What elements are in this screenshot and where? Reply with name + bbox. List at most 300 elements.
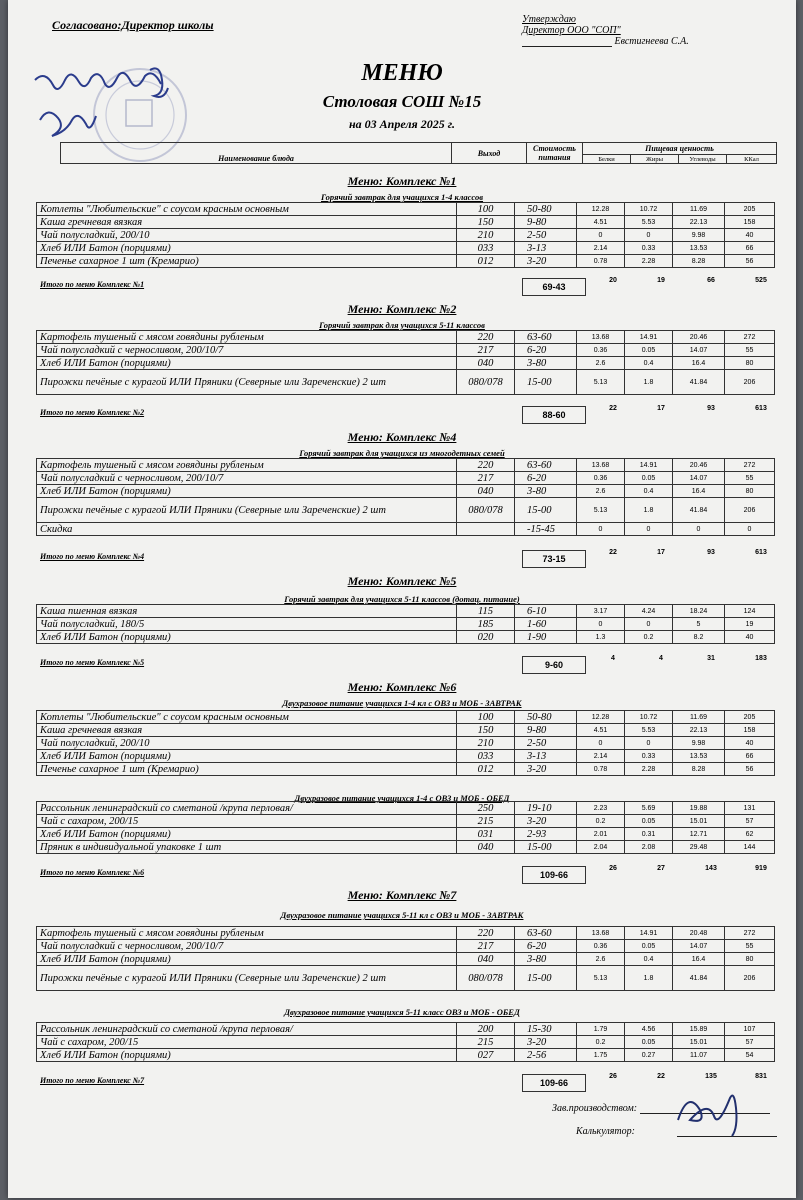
total-protein: 26 xyxy=(609,865,617,872)
dish-kcal: 54 xyxy=(725,1049,775,1062)
dish-cost: 6-20 xyxy=(515,344,577,357)
dish-cost: 2-50 xyxy=(515,229,577,242)
dish-fat: 0.05 xyxy=(625,940,673,953)
dish-name: Каша пшенная вязкая xyxy=(37,605,457,618)
dish-output: 215 xyxy=(457,1036,515,1049)
dish-fat: 5.53 xyxy=(625,216,673,229)
dish-name: Пряник в индивидуальной упаковке 1 шт xyxy=(37,841,457,854)
dish-cost: 6-20 xyxy=(515,940,577,953)
dish-output: 150 xyxy=(457,216,515,229)
dish-cost: -15-45 xyxy=(515,523,577,536)
table-row xyxy=(37,242,775,255)
dish-protein: 0 xyxy=(577,737,625,750)
dish-protein: 1.75 xyxy=(577,1049,625,1062)
total-label: Итого по меню Комплекс №6 xyxy=(40,868,145,877)
dish-cost: 3-80 xyxy=(515,953,577,966)
menu-table xyxy=(36,604,775,644)
total-cost: 109-66 xyxy=(522,866,586,884)
dish-fat: 0.4 xyxy=(625,953,673,966)
section-title: Двухразовое питание учащихся 1-4 кл с ОВЗ и МОБ - ЗАВТРАК xyxy=(282,698,522,708)
dish-output: 080/078 xyxy=(457,498,515,523)
dish-kcal: 272 xyxy=(725,927,775,940)
header-name: Наименование блюда xyxy=(61,143,452,164)
dish-fat: 0 xyxy=(625,618,673,631)
dish-output: 080/078 xyxy=(457,370,515,395)
total-protein: 26 xyxy=(609,1073,617,1080)
dish-carbs: 12.71 xyxy=(673,828,725,841)
dish-carbs: 22.13 xyxy=(673,724,725,737)
dish-kcal: 206 xyxy=(725,966,775,991)
dish-cost: 3-20 xyxy=(515,763,577,776)
table-row xyxy=(37,815,775,828)
dish-cost: 6-10 xyxy=(515,605,577,618)
dish-name: Хлеб ИЛИ Батон (порциями) xyxy=(37,953,457,966)
dish-cost: 3-20 xyxy=(515,815,577,828)
dish-cost: 63-60 xyxy=(515,459,577,472)
dish-output: 217 xyxy=(457,472,515,485)
total-cost: 69-43 xyxy=(522,278,586,296)
table-row xyxy=(37,802,775,815)
complex-title: Меню: Комплекс №2 xyxy=(347,302,457,316)
dish-protein: 2.04 xyxy=(577,841,625,854)
dish-name: Котлеты "Любительские" с соусом красным основным xyxy=(37,711,457,724)
dish-output: 100 xyxy=(457,203,515,216)
menu-table xyxy=(36,330,775,395)
table-row xyxy=(37,750,775,763)
total-carbs: 66 xyxy=(707,277,715,284)
canteen-title: Столовая СОШ №15 xyxy=(322,92,482,111)
dish-output: 220 xyxy=(457,459,515,472)
dish-protein: 0.78 xyxy=(577,255,625,268)
total-fat: 17 xyxy=(657,405,665,412)
dish-cost: 3-20 xyxy=(515,1036,577,1049)
dish-fat: 0.05 xyxy=(625,815,673,828)
total-carbs: 143 xyxy=(705,865,717,872)
dish-kcal: 107 xyxy=(725,1023,775,1036)
dish-protein: 0.36 xyxy=(577,344,625,357)
dish-kcal: 55 xyxy=(725,344,775,357)
dish-output: 210 xyxy=(457,229,515,242)
dish-name: Скидка xyxy=(37,523,457,536)
dish-kcal: 144 xyxy=(725,841,775,854)
dish-cost: 1-60 xyxy=(515,618,577,631)
dish-kcal: 80 xyxy=(725,485,775,498)
dish-protein: 2.6 xyxy=(577,357,625,370)
agreed-label: Согласовано:Директор школы xyxy=(52,18,214,32)
header-fat: Жиры xyxy=(631,155,679,164)
dish-carbs: 16.4 xyxy=(673,953,725,966)
dish-protein: 3.17 xyxy=(577,605,625,618)
total-cost: 73-15 xyxy=(522,550,586,568)
dish-carbs: 8.28 xyxy=(673,763,725,776)
calculator-label: Калькулятор: xyxy=(576,1126,635,1137)
dish-kcal: 158 xyxy=(725,216,775,229)
dish-cost: 15-30 xyxy=(515,1023,577,1036)
dish-protein: 0.2 xyxy=(577,1036,625,1049)
dish-protein: 1.3 xyxy=(577,631,625,644)
dish-fat: 0.4 xyxy=(625,357,673,370)
complex-title: Меню: Комплекс №6 xyxy=(347,680,457,694)
table-row xyxy=(37,927,775,940)
dish-carbs: 8.2 xyxy=(673,631,725,644)
dish-name: Чай полусладкий, 180/5 xyxy=(37,618,457,631)
dish-cost: 3-13 xyxy=(515,750,577,763)
dish-protein: 0.2 xyxy=(577,815,625,828)
dish-output: 220 xyxy=(457,927,515,940)
dish-name: Хлеб ИЛИ Батон (порциями) xyxy=(37,357,457,370)
table-row xyxy=(37,841,775,854)
section-title: Горячий завтрак для учащихся 1-4 классов xyxy=(320,192,484,202)
dish-carbs: 19.88 xyxy=(673,802,725,815)
table-row xyxy=(37,523,775,536)
dish-fat: 2.28 xyxy=(625,763,673,776)
dish-name: Рассольник ленинградский со сметаной /крупа перловая/ xyxy=(37,1023,457,1036)
dish-carbs: 41.84 xyxy=(673,966,725,991)
table-row xyxy=(37,940,775,953)
dish-output: 210 xyxy=(457,737,515,750)
dish-name: Чай полусладкий, 200/10 xyxy=(37,229,457,242)
dish-carbs: 8.28 xyxy=(673,255,725,268)
dish-protein: 0.36 xyxy=(577,940,625,953)
dish-name: Пирожки печёные с курагой ИЛИ Пряники (Северные или Зареченские) 2 шт xyxy=(37,498,457,523)
dish-cost: 6-20 xyxy=(515,472,577,485)
dish-carbs: 11.69 xyxy=(673,711,725,724)
dish-kcal: 56 xyxy=(725,255,775,268)
table-row xyxy=(37,472,775,485)
dish-protein: 1.79 xyxy=(577,1023,625,1036)
table-row xyxy=(37,605,775,618)
dish-fat: 2.08 xyxy=(625,841,673,854)
dish-fat: 4.24 xyxy=(625,605,673,618)
dish-kcal: 206 xyxy=(725,370,775,395)
total-cost: 109-66 xyxy=(522,1074,586,1092)
dish-name: Пирожки печёные с курагой ИЛИ Пряники (Северные или Зареченские) 2 шт xyxy=(37,966,457,991)
dish-fat: 10.72 xyxy=(625,203,673,216)
dish-protein: 2.23 xyxy=(577,802,625,815)
dish-carbs: 15.01 xyxy=(673,815,725,828)
dish-carbs: 22.13 xyxy=(673,216,725,229)
dish-cost: 3-20 xyxy=(515,255,577,268)
table-row xyxy=(37,203,775,216)
dish-fat: 0.33 xyxy=(625,242,673,255)
dish-cost: 19-10 xyxy=(515,802,577,815)
dish-fat: 1.8 xyxy=(625,966,673,991)
header-kcal: ККал xyxy=(727,155,777,164)
dish-cost: 2-93 xyxy=(515,828,577,841)
dish-kcal: 205 xyxy=(725,711,775,724)
total-fat: 4 xyxy=(659,655,663,662)
dish-output: 080/078 xyxy=(457,966,515,991)
total-kcal: 525 xyxy=(755,277,767,284)
header-cost: Стоимость питания xyxy=(527,143,583,164)
dish-carbs: 9.98 xyxy=(673,229,725,242)
dish-carbs: 41.84 xyxy=(673,498,725,523)
dish-cost: 15-00 xyxy=(515,841,577,854)
dish-name: Хлеб ИЛИ Батон (порциями) xyxy=(37,828,457,841)
table-row xyxy=(37,485,775,498)
table-row xyxy=(37,229,775,242)
table-row xyxy=(37,255,775,268)
menu-table xyxy=(36,801,775,854)
director-name: Евстигнеева С.А. xyxy=(614,36,689,47)
dish-kcal: 272 xyxy=(725,331,775,344)
dish-carbs: 15.01 xyxy=(673,1036,725,1049)
dish-cost: 9-80 xyxy=(515,724,577,737)
dish-carbs: 13.53 xyxy=(673,242,725,255)
dish-protein: 5.13 xyxy=(577,498,625,523)
dish-fat: 0.4 xyxy=(625,485,673,498)
total-fat: 27 xyxy=(657,865,665,872)
dish-output: 033 xyxy=(457,750,515,763)
total-protein: 20 xyxy=(609,277,617,284)
dish-fat: 0 xyxy=(625,737,673,750)
dish-carbs: 20.46 xyxy=(673,459,725,472)
dish-cost: 50-80 xyxy=(515,203,577,216)
dish-protein: 4.51 xyxy=(577,216,625,229)
section-title: Горячий завтрак для учащихся 5-11 классов xyxy=(319,320,485,330)
table-row xyxy=(37,357,775,370)
dish-cost: 9-80 xyxy=(515,216,577,229)
total-carbs: 93 xyxy=(707,549,715,556)
dish-name: Каша гречневая вязкая xyxy=(37,216,457,229)
dish-name: Хлеб ИЛИ Батон (порциями) xyxy=(37,1049,457,1062)
section-title: Двухразовое питание учащихся 5-11 класс ОВЗ и МОБ - ОБЕД xyxy=(284,1007,520,1017)
dish-output: 040 xyxy=(457,357,515,370)
director-label: Директор ООО "СОП" xyxy=(522,25,621,36)
total-fat: 22 xyxy=(657,1073,665,1080)
section-title: Горячий завтрак для учащихся из многодетных семей xyxy=(299,448,505,458)
dish-protein: 2.6 xyxy=(577,953,625,966)
dish-kcal: 158 xyxy=(725,724,775,737)
dish-carbs: 20.46 xyxy=(673,331,725,344)
dish-protein: 0 xyxy=(577,618,625,631)
total-kcal: 831 xyxy=(755,1073,767,1080)
total-kcal: 613 xyxy=(755,405,767,412)
dish-cost: 50-80 xyxy=(515,711,577,724)
section-title: Двухразовое питание учащихся 1-4 с ОВЗ и МОБ - ОБЕД xyxy=(294,793,510,803)
dish-name: Котлеты "Любительские" с соусом красным основным xyxy=(37,203,457,216)
dish-kcal: 57 xyxy=(725,1036,775,1049)
dish-output: 217 xyxy=(457,344,515,357)
dish-cost: 3-80 xyxy=(515,485,577,498)
dish-fat: 0.05 xyxy=(625,344,673,357)
dish-output xyxy=(457,523,515,536)
dish-fat: 2.28 xyxy=(625,255,673,268)
dish-protein: 13.68 xyxy=(577,331,625,344)
dish-carbs: 41.84 xyxy=(673,370,725,395)
dish-kcal: 0 xyxy=(725,523,775,536)
dish-protein: 5.13 xyxy=(577,966,625,991)
total-carbs: 135 xyxy=(705,1073,717,1080)
dish-cost: 2-50 xyxy=(515,737,577,750)
dish-name: Картофель тушеный с мясом говядины рубленым xyxy=(37,927,457,940)
table-row xyxy=(37,953,775,966)
dish-kcal: 19 xyxy=(725,618,775,631)
dish-protein: 2.01 xyxy=(577,828,625,841)
dish-output: 040 xyxy=(457,485,515,498)
dish-output: 215 xyxy=(457,815,515,828)
dish-protein: 0 xyxy=(577,523,625,536)
dish-kcal: 66 xyxy=(725,242,775,255)
table-row xyxy=(37,370,775,395)
table-row xyxy=(37,1023,775,1036)
total-label: Итого по меню Комплекс №2 xyxy=(40,408,145,417)
dish-output: 020 xyxy=(457,631,515,644)
menu-table xyxy=(36,1022,775,1062)
dish-cost: 63-60 xyxy=(515,331,577,344)
dish-name: Чай полусладкий с черносливом, 200/10/7 xyxy=(37,940,457,953)
dish-name: Хлеб ИЛИ Батон (порциями) xyxy=(37,242,457,255)
total-fat: 19 xyxy=(657,277,665,284)
dish-fat: 0.05 xyxy=(625,472,673,485)
total-kcal: 919 xyxy=(755,865,767,872)
dish-name: Чай полусладкий с черносливом, 200/10/7 xyxy=(37,472,457,485)
dish-fat: 10.72 xyxy=(625,711,673,724)
dish-fat: 0 xyxy=(625,229,673,242)
dish-cost: 15-00 xyxy=(515,966,577,991)
dish-protein: 12.28 xyxy=(577,203,625,216)
section-title: Горячий завтрак для учащихся 5-11 классов (дотац. питание) xyxy=(284,594,520,604)
total-label: Итого по меню Комплекс №1 xyxy=(40,280,145,289)
total-cost: 9-60 xyxy=(522,656,586,674)
dish-carbs: 15.89 xyxy=(673,1023,725,1036)
total-kcal: 613 xyxy=(755,549,767,556)
dish-carbs: 0 xyxy=(673,523,725,536)
dish-kcal: 40 xyxy=(725,229,775,242)
dish-carbs: 20.48 xyxy=(673,927,725,940)
dish-output: 115 xyxy=(457,605,515,618)
dish-protein: 4.51 xyxy=(577,724,625,737)
dish-cost: 63-60 xyxy=(515,927,577,940)
menu-table xyxy=(36,926,775,991)
dish-kcal: 55 xyxy=(725,940,775,953)
total-fat: 17 xyxy=(657,549,665,556)
table-row xyxy=(37,828,775,841)
dish-name: Картофель тушеный с мясом говядины рубленым xyxy=(37,331,457,344)
dish-protein: 2.14 xyxy=(577,750,625,763)
total-protein: 22 xyxy=(609,549,617,556)
table-row xyxy=(37,724,775,737)
dish-kcal: 80 xyxy=(725,953,775,966)
complex-title: Меню: Комплекс №1 xyxy=(347,174,457,188)
approved-label: Утверждаю xyxy=(522,14,576,25)
production-head-label: Зав.производством: xyxy=(552,1103,638,1114)
dish-output: 033 xyxy=(457,242,515,255)
dish-cost: 1-90 xyxy=(515,631,577,644)
dish-kcal: 57 xyxy=(725,815,775,828)
dish-output: 217 xyxy=(457,940,515,953)
dish-fat: 5.69 xyxy=(625,802,673,815)
dish-name: Чай полусладкий с черносливом, 200/10/7 xyxy=(37,344,457,357)
dish-fat: 1.8 xyxy=(625,370,673,395)
header-output: Выход xyxy=(452,143,527,164)
dish-fat: 0 xyxy=(625,523,673,536)
dish-name: Печенье сахарное 1 шт (Кремарио) xyxy=(37,255,457,268)
dish-carbs: 13.53 xyxy=(673,750,725,763)
menu-title: МЕНЮ xyxy=(361,60,443,86)
dish-fat: 14.91 xyxy=(625,331,673,344)
dish-kcal: 131 xyxy=(725,802,775,815)
dish-cost: 2-56 xyxy=(515,1049,577,1062)
total-cost: 88-60 xyxy=(522,406,586,424)
dish-kcal: 56 xyxy=(725,763,775,776)
dish-output: 040 xyxy=(457,841,515,854)
dish-kcal: 80 xyxy=(725,357,775,370)
dish-name: Рассольник ленинградский со сметаной /крупа перловая/ xyxy=(37,802,457,815)
dish-kcal: 40 xyxy=(725,631,775,644)
total-label: Итого по меню Комплекс №5 xyxy=(40,658,145,667)
dish-cost: 3-13 xyxy=(515,242,577,255)
total-carbs: 31 xyxy=(707,655,715,662)
menu-sheet xyxy=(8,0,796,1198)
dish-name: Пирожки печёные с курагой ИЛИ Пряники (Северные или Зареченские) 2 шт xyxy=(37,370,457,395)
dish-protein: 12.28 xyxy=(577,711,625,724)
approval-block xyxy=(522,14,689,47)
dish-protein: 0.78 xyxy=(577,763,625,776)
complex-title: Меню: Комплекс №4 xyxy=(347,430,457,444)
table-row xyxy=(37,763,775,776)
dish-fat: 14.91 xyxy=(625,459,673,472)
table-row xyxy=(37,618,775,631)
dish-kcal: 40 xyxy=(725,737,775,750)
dish-name: Хлеб ИЛИ Батон (порциями) xyxy=(37,631,457,644)
table-row xyxy=(37,459,775,472)
section-title: Двухразовое питание учащихся 5-11 кл с ОВЗ и МОБ - ЗАВТРАК xyxy=(280,910,524,920)
dish-name: Картофель тушеный с мясом говядины рубленым xyxy=(37,459,457,472)
dish-output: 012 xyxy=(457,763,515,776)
dish-output: 150 xyxy=(457,724,515,737)
dish-name: Печенье сахарное 1 шт (Кремарио) xyxy=(37,763,457,776)
table-row xyxy=(37,1036,775,1049)
signature-mark xyxy=(658,1080,758,1140)
dish-fat: 4.56 xyxy=(625,1023,673,1036)
dish-name: Чай полусладкий, 200/10 xyxy=(37,737,457,750)
table-row xyxy=(37,498,775,523)
table-header xyxy=(60,142,777,164)
dish-carbs: 11.07 xyxy=(673,1049,725,1062)
dish-kcal: 66 xyxy=(725,750,775,763)
dish-carbs: 5 xyxy=(673,618,725,631)
dish-kcal: 62 xyxy=(725,828,775,841)
dish-kcal: 272 xyxy=(725,459,775,472)
dish-protein: 2.6 xyxy=(577,485,625,498)
dish-fat: 0.33 xyxy=(625,750,673,763)
dish-carbs: 14.07 xyxy=(673,940,725,953)
total-protein: 22 xyxy=(609,405,617,412)
dish-fat: 0.27 xyxy=(625,1049,673,1062)
dish-output: 100 xyxy=(457,711,515,724)
dish-output: 027 xyxy=(457,1049,515,1062)
dish-name: Чай с сахаром, 200/15 xyxy=(37,815,457,828)
dish-kcal: 206 xyxy=(725,498,775,523)
dish-name: Хлеб ИЛИ Батон (порциями) xyxy=(37,750,457,763)
dish-output: 200 xyxy=(457,1023,515,1036)
dish-protein: 5.13 xyxy=(577,370,625,395)
header-carbs: Углеводы xyxy=(679,155,727,164)
dish-cost: 15-00 xyxy=(515,498,577,523)
dish-fat: 1.8 xyxy=(625,498,673,523)
dish-fat: 0.2 xyxy=(625,631,673,644)
dish-fat: 5.53 xyxy=(625,724,673,737)
dish-fat: 14.91 xyxy=(625,927,673,940)
dish-protein: 13.68 xyxy=(577,927,625,940)
total-kcal: 183 xyxy=(755,655,767,662)
menu-table xyxy=(36,202,775,268)
dish-cost: 3-80 xyxy=(515,357,577,370)
table-row xyxy=(37,344,775,357)
dish-protein: 0 xyxy=(577,229,625,242)
menu-table xyxy=(36,458,775,536)
